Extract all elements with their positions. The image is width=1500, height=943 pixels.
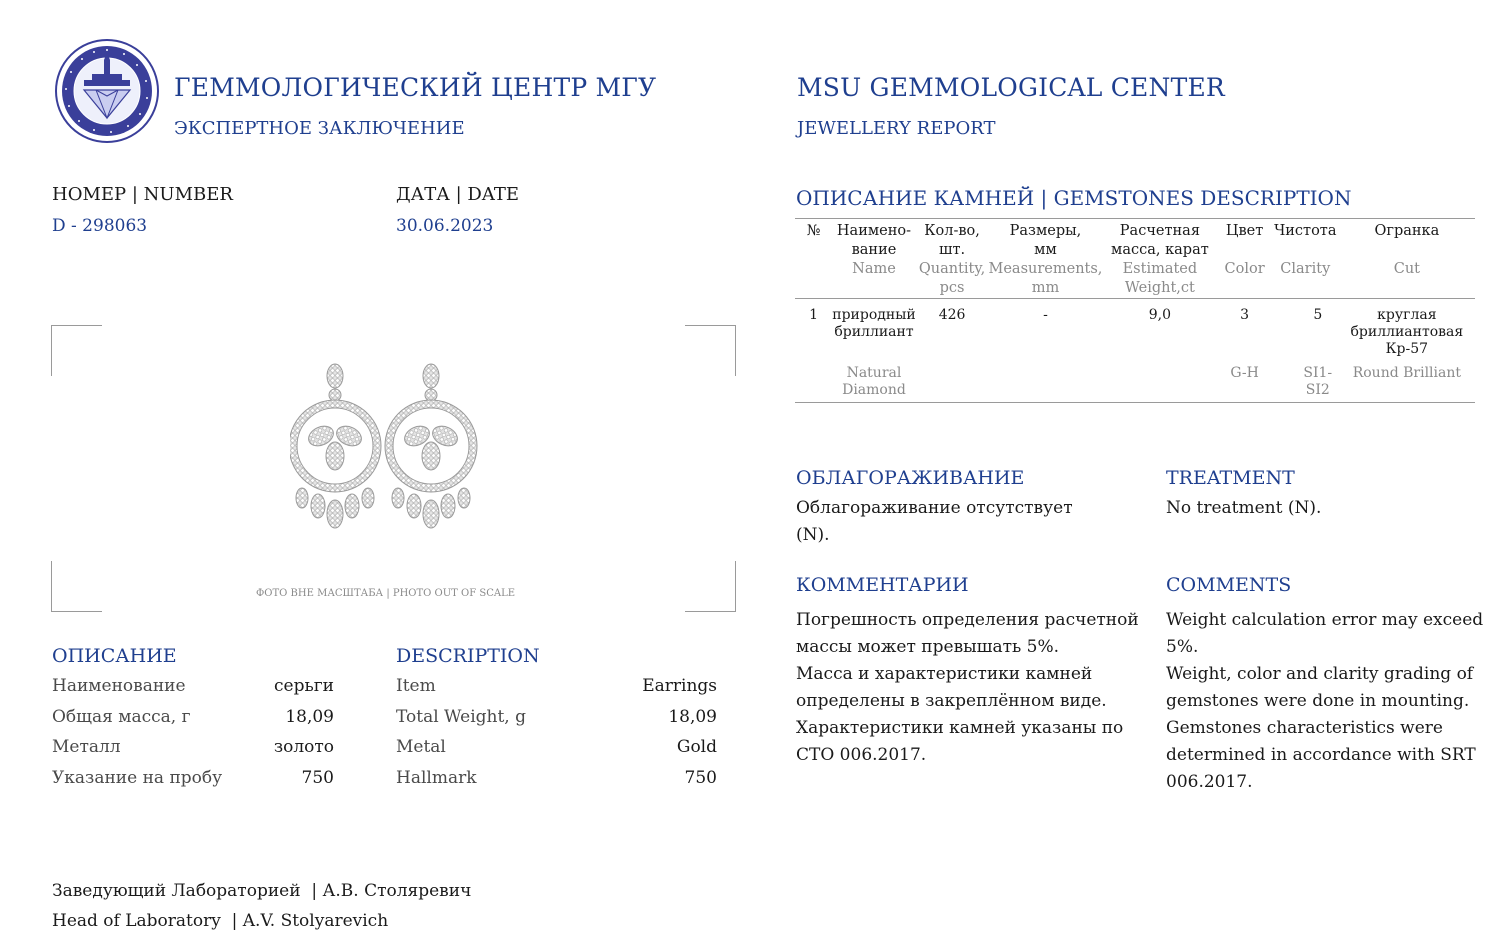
header-color-en: Color bbox=[1224, 261, 1265, 277]
comments-text-ru: Погрешность определения расчетной массы может превышать 5%. Масса и характеристики камней определены в закреплённом виде. Характеристики камней указаны по СТО 006.2017. bbox=[796, 610, 1139, 765]
header-clarity-en: Clarity bbox=[1280, 261, 1331, 277]
header-no: № bbox=[806, 223, 821, 239]
cell-clarity-en: SI1-SI2 bbox=[1303, 364, 1333, 398]
cell-clarity-ru: 5 bbox=[1313, 307, 1323, 323]
photo-frame-corner bbox=[685, 561, 736, 612]
cell-color-ru: 3 bbox=[1240, 307, 1250, 323]
comments-title-en: COMMENTS bbox=[1166, 574, 1292, 596]
earrings-photo bbox=[290, 358, 480, 538]
header-qty-en: Quantity, pcs bbox=[918, 261, 986, 296]
header-meas-ru: Размеры, мм bbox=[1009, 223, 1082, 258]
description-row: Указание на пробу 750 bbox=[52, 767, 334, 788]
header-name-en: Name bbox=[852, 261, 896, 277]
cell-qty: 426 bbox=[938, 307, 966, 323]
header-weight-ru: Расчетная масса, карат bbox=[1111, 223, 1209, 258]
gemstones-header-ru bbox=[795, 218, 1475, 260]
description-ru-table bbox=[52, 676, 334, 798]
cell-cut-en: Round Brilliant bbox=[1352, 364, 1461, 381]
photo-frame-corner bbox=[685, 325, 736, 376]
report-date: 30.06.2023 bbox=[396, 216, 494, 236]
cell-name-ru: природный бриллиант bbox=[832, 307, 916, 340]
photo-frame-corner bbox=[51, 561, 102, 612]
gemstones-title: ОПИСАНИЕ КАМНЕЙ | GEMSTONES DESCRIPTION bbox=[796, 186, 1352, 210]
cell-name-en: Natural Diamond bbox=[842, 364, 906, 398]
comments-title-ru: КОММЕНТАРИИ bbox=[796, 574, 969, 596]
date-label: ДАТА | DATE bbox=[396, 184, 520, 205]
gemstone-row-en bbox=[795, 365, 1475, 403]
header-cut-en: Cut bbox=[1393, 261, 1420, 277]
treatment-title-ru: ОБЛАГОРАЖИВАНИЕ bbox=[796, 467, 1025, 489]
header-meas-en: Measurements, mm bbox=[988, 261, 1103, 296]
org-subtitle-ru: ЭКСПЕРТНОЕ ЗАКЛЮЧЕНИЕ bbox=[174, 118, 465, 139]
header-name-ru: Наимено- вание bbox=[836, 223, 912, 258]
treatment-text-en: No treatment (N). bbox=[1166, 498, 1322, 518]
cell-cut-ru: круглая бриллиантовая Кр-57 bbox=[1350, 307, 1464, 357]
cell-meas: - bbox=[1043, 307, 1048, 323]
photo-frame-corner bbox=[51, 325, 102, 376]
description-row: Metal Gold bbox=[396, 737, 717, 757]
header-weight-en: Estimated Weight,ct bbox=[1122, 261, 1198, 296]
description-row: Металл золото bbox=[52, 737, 334, 757]
treatment-text-ru: Облагораживание отсутствует (N). bbox=[796, 498, 1073, 545]
gemstone-row-ru bbox=[795, 299, 1475, 365]
org-title-ru: ГЕММОЛОГИЧЕСКИЙ ЦЕНТР МГУ bbox=[174, 73, 657, 102]
cell-color-en: G-H bbox=[1230, 364, 1259, 381]
description-en-title: DESCRIPTION bbox=[396, 645, 540, 667]
org-subtitle-en: JEWELLERY REPORT bbox=[797, 118, 996, 139]
signature-ru: Заведующий Лабораторией | А.В. Столяревич bbox=[52, 881, 472, 901]
cell-weight: 9,0 bbox=[1148, 307, 1172, 323]
msu-seal-icon bbox=[54, 38, 160, 144]
gemstones-header-en bbox=[795, 260, 1475, 299]
photo-caption: ФОТО ВНЕ МАСШТАБА | PHOTO OUT OF SCALE bbox=[256, 588, 516, 599]
description-en-table bbox=[396, 676, 717, 798]
description-row: Наименование серьги bbox=[52, 676, 334, 696]
comments-text-en: Weight calculation error may exceed 5%. Weight, color and clarity grading of gemstones were done in mounting. Gemstones characteristics were determined in accordance with SRT 006.2017. bbox=[1166, 610, 1484, 792]
number-label: НОМЕР | NUMBER bbox=[52, 184, 233, 205]
header-qty-ru: Кол-во, шт. bbox=[924, 223, 980, 258]
header-clarity-ru: Чистота bbox=[1274, 223, 1337, 239]
description-ru-title: ОПИСАНИЕ bbox=[52, 645, 177, 667]
gemstones-table bbox=[795, 218, 1475, 403]
signature-en: Head of Laboratory | A.V. Stolyarevich bbox=[52, 911, 389, 931]
report-number: D - 298063 bbox=[52, 216, 148, 236]
description-row: Total Weight, g 18,09 bbox=[396, 706, 717, 727]
header-color-ru: Цвет bbox=[1225, 223, 1264, 239]
description-row: Hallmark 750 bbox=[396, 767, 717, 788]
header-cut-ru: Огранка bbox=[1374, 223, 1440, 239]
cell-no: 1 bbox=[809, 307, 819, 323]
org-title-en: MSU GEMMOLOGICAL CENTER bbox=[797, 73, 1225, 102]
description-row: Общая масса, г 18,09 bbox=[52, 706, 334, 727]
description-row: Item Earrings bbox=[396, 676, 717, 696]
treatment-title-en: TREATMENT bbox=[1166, 467, 1295, 489]
